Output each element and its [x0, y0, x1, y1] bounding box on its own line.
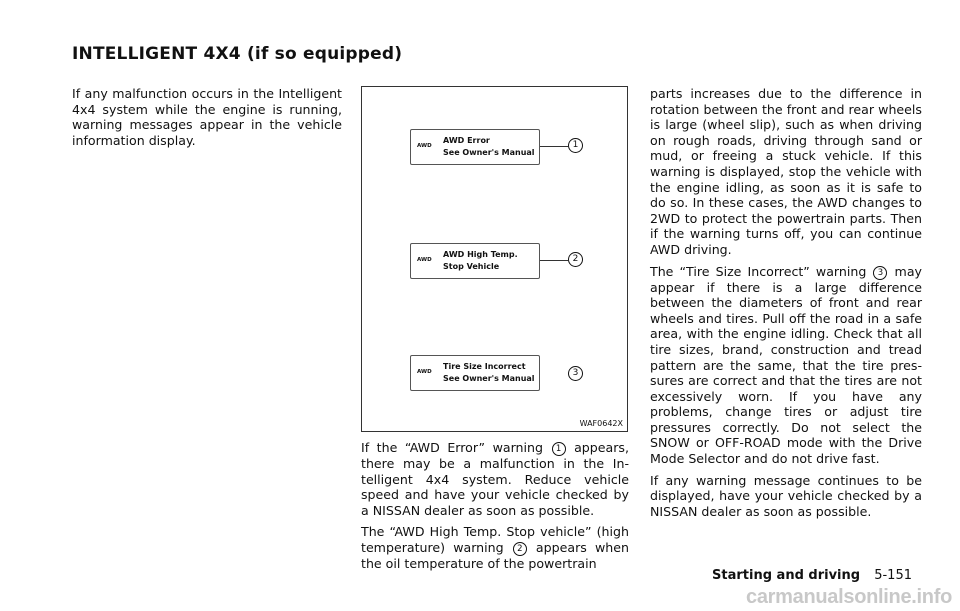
awd-badge: AWD — [417, 257, 432, 263]
figure-id: WAF0642X — [579, 419, 623, 428]
text-span: appears, there may be a malfunction in the Intelligent 4x4 system. Reduce vehicle speed and have your vehicle checked by a NISSAN dealer as soon as possible. — [361, 440, 629, 518]
page-footer — [712, 568, 912, 583]
message-line: AWD High Temp. — [443, 250, 518, 259]
leader-line — [540, 260, 568, 261]
message-box-awd-high-temp — [410, 243, 540, 279]
callout-3-icon: 3 — [873, 266, 887, 280]
awd-badge: AWD — [417, 369, 432, 375]
text-span: The “Tire Size Incorrect” warning — [650, 263, 867, 279]
callout-2-icon: 2 — [568, 252, 583, 267]
watermark: carmanualsonline.info — [746, 586, 952, 608]
leader-line — [540, 146, 568, 147]
message-box-awd-error — [410, 129, 540, 165]
continued-paragraph: parts increases due to the difference in rotation between the front and rear wheels is large (wheel slip), such as when driving on rough roads, driving through sand or mud, or freeing a stuck vehicle. If this warning is displayed, stop the vehicle with the engine idling, as soon as it is safe to do so. In these cases, the AWD changes to 2WD to protect the powertrain parts. Then if the warning turns off, you can continue AWD driving. — [650, 86, 922, 257]
intro-paragraph: If any malfunction occurs in the Intelligent 4x4 system while the engine is running, warning messages appear in the vehicle information display. — [72, 86, 342, 148]
callout-1-icon: 1 — [568, 138, 583, 153]
column-right — [650, 86, 922, 525]
awd-badge: AWD — [417, 143, 432, 149]
message-box-tire-size — [410, 355, 540, 391]
message-line: AWD Error — [443, 136, 490, 145]
text-span: The “AWD High Temp. Stop vehicle” (high temperature) warning — [361, 524, 629, 555]
text-span: If the “AWD Error” warning — [361, 440, 544, 455]
callout-1-icon: 1 — [552, 442, 566, 456]
column-left — [72, 86, 342, 154]
tire-size-paragraph — [650, 264, 922, 467]
callout-3-icon: 3 — [568, 366, 583, 381]
warning-messages-figure — [361, 86, 628, 432]
column-middle — [361, 440, 629, 578]
high-temp-paragraph — [361, 524, 629, 571]
page-number: 5-151 — [874, 568, 912, 583]
callout-2-icon: 2 — [513, 542, 527, 556]
section-heading: INTELLIGENT 4X4 (if so equipped) — [72, 44, 403, 64]
dealer-paragraph: If any warning message continues to be displayed, have your vehicle checked by a NISSAN dealer as soon as possible. — [650, 472, 922, 519]
footer-section: Starting and driving — [712, 568, 861, 583]
message-line: Tire Size Incorrect — [443, 362, 526, 371]
text-span: may appear if there is a large difference between the diameters of front and rear wheels and tires. Pull off the road in a safe area, with the engine idling. Check that all tire sizes, brand, construction and tread pattern are the same, that the tire pressures are correct and that the tires are not excessively worn. If you have any problems, change tires or adjust tire pressures correctly. Do not select the SNOW or OFF-ROAD mode with the Drive Mode Selector and do not drive fast. — [650, 263, 922, 467]
text-span: appears when the oil temperature of the powertrain — [361, 539, 629, 571]
message-line: See Owner's Manual — [443, 374, 535, 383]
message-line: See Owner's Manual — [443, 148, 535, 157]
awd-error-paragraph — [361, 440, 629, 518]
message-line: Stop Vehicle — [443, 262, 500, 271]
